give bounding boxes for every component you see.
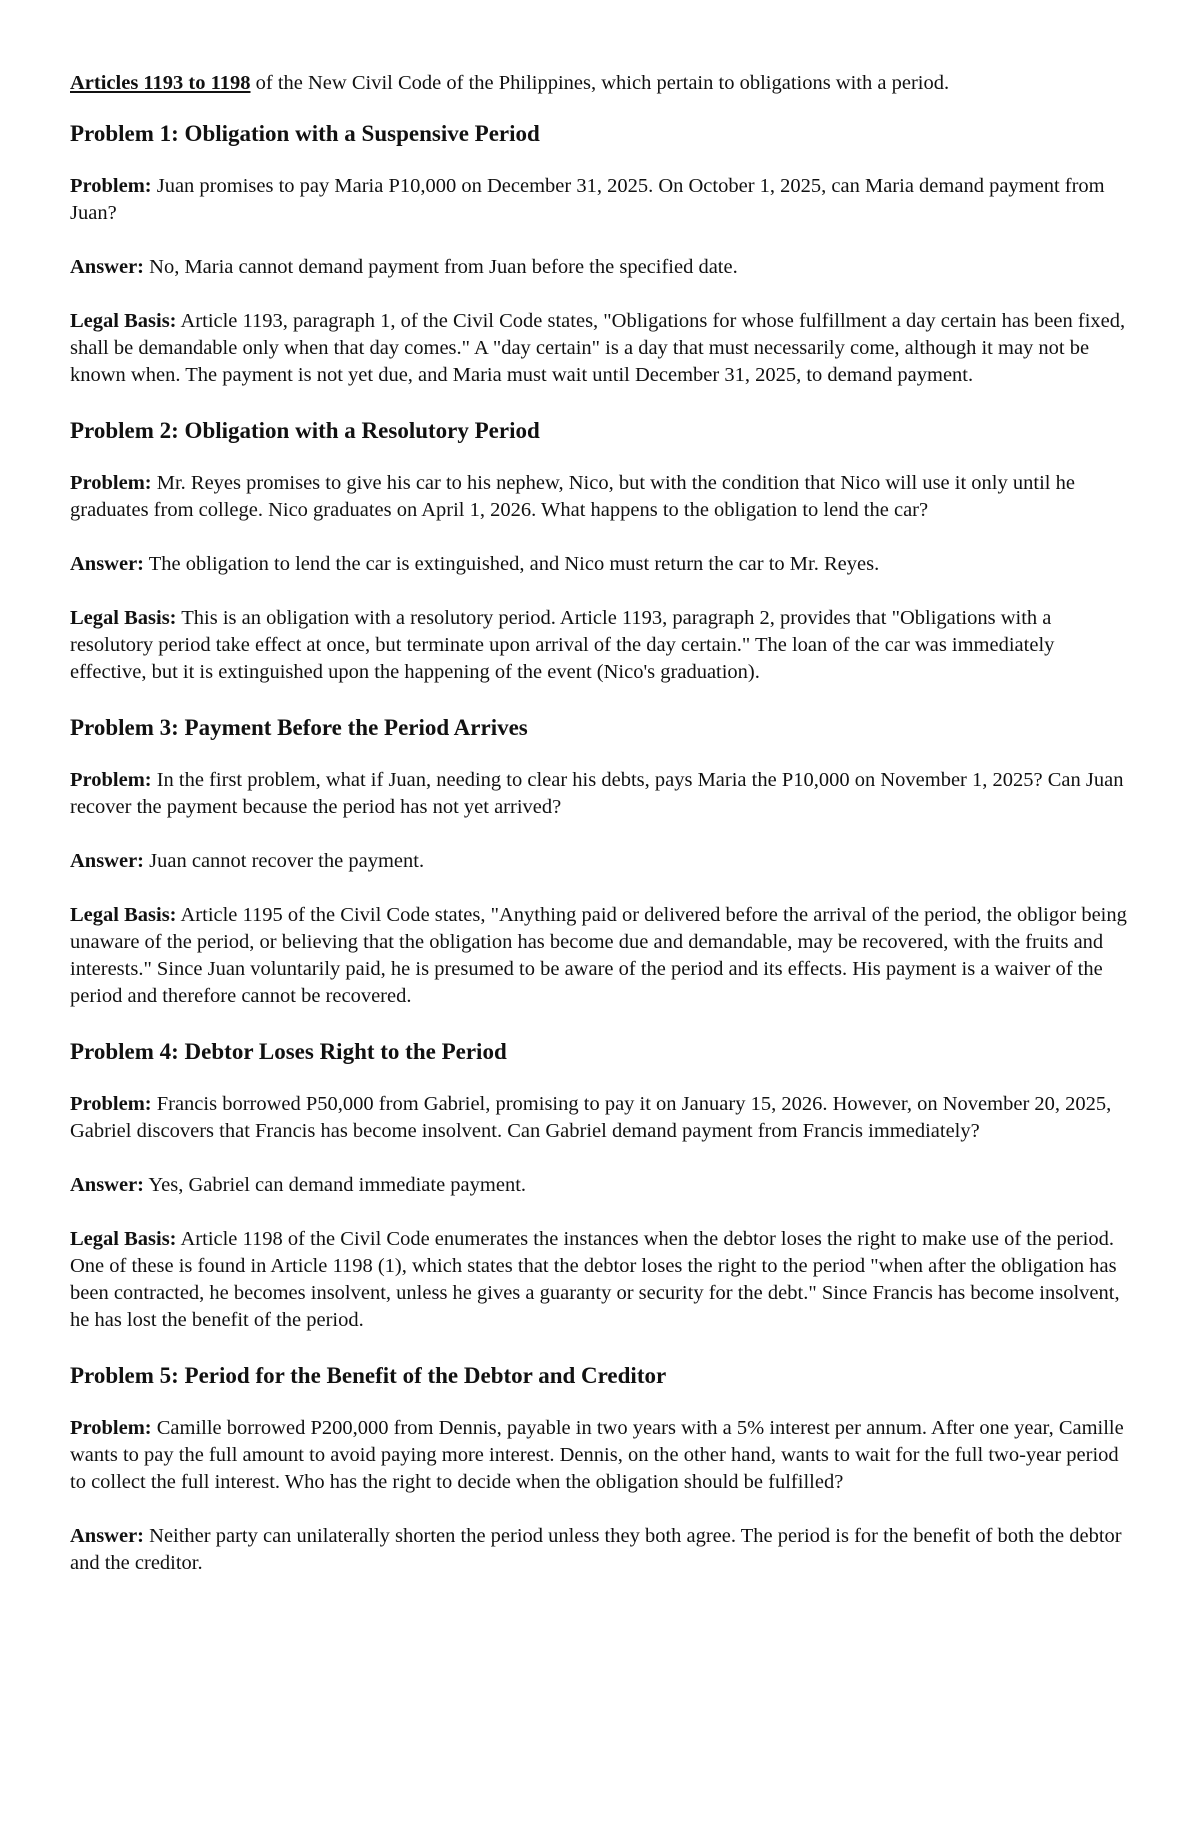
legal-basis-statement xyxy=(70,1226,1130,1334)
answer-text: The obligation to lend the car is extinguished, and Nico must return the car to Mr. Reyes. xyxy=(144,553,880,575)
answer-statement xyxy=(70,1172,1130,1199)
legal-basis-label: Legal Basis: xyxy=(70,607,177,629)
problem-statement xyxy=(70,470,1130,524)
legal-basis-text: Article 1193, paragraph 1, of the Civil Code states, "Obligations for whose fulfillment a day certain has been fixed, shall be demandable only when that day comes." A "day certain" is a day that must necessarily come, although it may not be known when. The payment is not yet due, and Maria must wait until December 31, 2025, to demand payment. xyxy=(70,310,1126,386)
answer-text: No, Maria cannot demand payment from Juan before the specified date. xyxy=(144,256,738,278)
answer-statement xyxy=(70,848,1130,875)
answer-text: Juan cannot recover the payment. xyxy=(144,850,425,872)
problem-text: Mr. Reyes promises to give his car to his nephew, Nico, but with the condition that Nico will use it only until he graduates from college. Nico graduates on April 1, 2026. What happens to the obligation to lend the car? xyxy=(70,472,1075,521)
answer-text: Neither party can unilaterally shorten the period unless they both agree. The period is for the benefit of both the debtor and the creditor. xyxy=(70,1525,1122,1574)
legal-basis-text: Article 1198 of the Civil Code enumerates the instances when the debtor loses the right to make use of the period. One of these is found in Article 1198 (1), which states that the debtor loses the right to the period "when after the obligation has been contracted, he becomes insolvent, unless he gives a guaranty or security for the debt." Since Francis has become insolvent, he has lost the benefit of the period. xyxy=(70,1228,1120,1331)
legal-basis-text: Article 1195 of the Civil Code states, "Anything paid or delivered before the arrival of the period, the obligor being unaware of the period, or believing that the obligation has become due and demandable, may be recovered, with the fruits and interests." Since Juan voluntarily paid, he is presumed to be aware of the period and its effects. His payment is a waiver of the period and therefore cannot be recovered. xyxy=(70,904,1127,1007)
answer-text: Yes, Gabriel can demand immediate payment. xyxy=(144,1174,527,1196)
legal-basis-statement xyxy=(70,308,1130,389)
answer-statement xyxy=(70,254,1130,281)
legal-basis-statement xyxy=(70,605,1130,686)
problem-statement xyxy=(70,1091,1130,1145)
articles-reference: Articles 1193 to 1198 xyxy=(70,72,251,94)
problem-heading: Problem 3: Payment Before the Period Arrives xyxy=(70,715,528,740)
legal-basis-statement xyxy=(70,902,1130,1010)
answer-label: Answer: xyxy=(70,1525,145,1547)
problem-section-2 xyxy=(70,416,1130,686)
problem-section-3 xyxy=(70,713,1130,1010)
intro-paragraph xyxy=(70,70,1130,97)
problem-text: In the first problem, what if Juan, needing to clear his debts, pays Maria the P10,000 on November 1, 2025? Can Juan recover the payment because the period has not yet arrived? xyxy=(70,769,1124,818)
intro-text: of the New Civil Code of the Philippines, which pertain to obligations with a period. xyxy=(250,72,950,94)
problem-label: Problem: xyxy=(70,175,152,197)
problem-section-1 xyxy=(70,119,1130,389)
answer-statement xyxy=(70,551,1130,578)
legal-basis-label: Legal Basis: xyxy=(70,1228,177,1250)
problem-label: Problem: xyxy=(70,1417,152,1439)
problem-label: Problem: xyxy=(70,769,152,791)
answer-label: Answer: xyxy=(70,1174,145,1196)
problem-heading: Problem 2: Obligation with a Resolutory Period xyxy=(70,418,540,443)
answer-label: Answer: xyxy=(70,256,145,278)
problem-statement xyxy=(70,767,1130,821)
problem-text: Francis borrowed P50,000 from Gabriel, promising to pay it on January 15, 2026. However, on November 20, 2025, Gabriel discovers that Francis has become insolvent. Can Gabriel demand payment from Francis immediately? xyxy=(70,1093,1112,1142)
problem-heading: Problem 1: Obligation with a Suspensive Period xyxy=(70,121,540,146)
legal-basis-label: Legal Basis: xyxy=(70,904,177,926)
problem-label: Problem: xyxy=(70,1093,152,1115)
problem-section-4 xyxy=(70,1037,1130,1334)
problem-label: Problem: xyxy=(70,472,152,494)
answer-label: Answer: xyxy=(70,553,145,575)
problem-text: Camille borrowed P200,000 from Dennis, payable in two years with a 5% interest per annum. After one year, Camille wants to pay the full amount to avoid paying more interest. Dennis, on the other hand, wants to wait for the full two-year period to collect the full interest. Who has the right to decide when the obligation should be fulfilled? xyxy=(70,1417,1124,1493)
answer-label: Answer: xyxy=(70,850,145,872)
legal-basis-text: This is an obligation with a resolutory period. Article 1193, paragraph 2, provides that "Obligations with a resolutory period take effect at once, but terminate upon arrival of the day certain." The loan of the car was immediately effective, but it is extinguished upon the happening of the event (Nico's graduation). xyxy=(70,607,1055,683)
answer-statement xyxy=(70,1523,1130,1577)
problem-text: Juan promises to pay Maria P10,000 on December 31, 2025. On October 1, 2025, can Maria demand payment from Juan? xyxy=(70,175,1105,224)
legal-basis-label: Legal Basis: xyxy=(70,310,177,332)
problem-statement xyxy=(70,173,1130,227)
problem-heading: Problem 4: Debtor Loses Right to the Period xyxy=(70,1039,507,1064)
problem-section-5 xyxy=(70,1361,1130,1577)
problem-heading: Problem 5: Period for the Benefit of the Debtor and Creditor xyxy=(70,1363,667,1388)
problem-statement xyxy=(70,1415,1130,1496)
